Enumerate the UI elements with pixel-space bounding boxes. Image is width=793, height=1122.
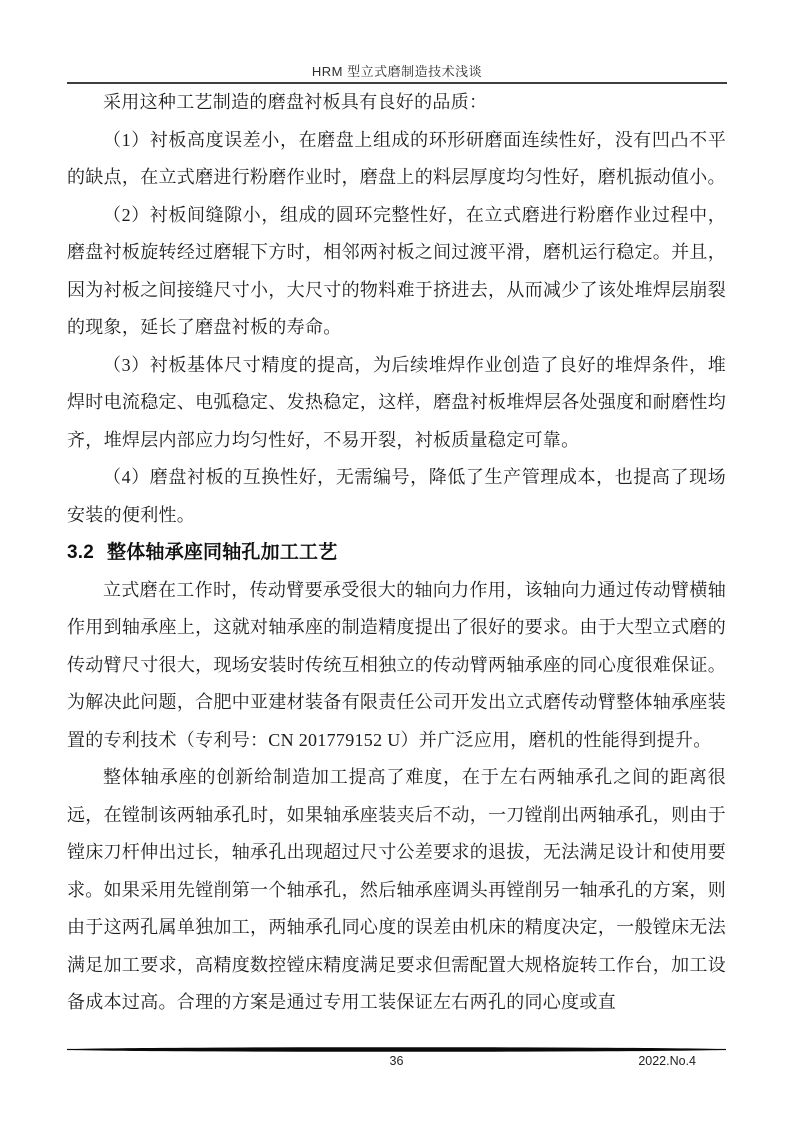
issue-number: 2022.No.4 [638, 1054, 696, 1068]
article-body [67, 84, 726, 1022]
footer-divider [67, 1046, 726, 1053]
list-item-1: （1）衬板高度误差小，在磨盘上组成的环形研磨面连续性好，没有凹凸不平的缺点，在立式磨进行粉磨作业时，磨盘上的料层厚度均匀性好，磨机振动值小。 [67, 129, 726, 187]
running-header-title: HRM 型立式磨制造技术浅谈 [311, 64, 483, 79]
page-number: 36 [389, 1054, 404, 1068]
paragraph-2: 整体轴承座的创新给制造加工提高了难度，在于左右两轴承孔之间的距离很远，在镗制该两轴承孔时，如果轴承座装夹后不动，一刀镗削出两轴承孔，则由于镗床刀杆伸出过长，轴承孔出现超过尺寸公差要求的退拔，无法满足设计和使用要求。如果采用先镗削第一个轴承孔，然后轴承座调头再镗削另一轴承孔的方案，则由于这两孔属单独加工，两轴承孔同心度的误差由机床的精度决定，一般镗床无法满足加工要求，高精度数控镗床精度满足要求但需配置大规格旋转工作台，加工设备成本过高。合理的方案是通过专用工装保证左右两孔的同心度或直 [67, 767, 726, 1012]
list-item-4: （4）磨盘衬板的互换性好，无需编号，降低了生产管理成本，也提高了现场安装的便利性。 [67, 467, 726, 525]
page-footer [67, 1054, 726, 1072]
paragraph-intro: 采用这种工艺制造的磨盘衬板具有良好的品质： [103, 92, 488, 112]
list-item-2: （2）衬板间缝隙小，组成的圆环完整性好，在立式磨进行粉磨作业过程中，磨盘衬板旋转经过磨辊下方时，相邻两衬板之间过渡平滑，磨机运行稳定。并且，因为衬板之间接缝尺寸小，大尺寸的物料难于挤进去，从而减少了该处堆焊层崩裂的现象，延长了磨盘衬板的寿命。 [67, 204, 726, 337]
paragraph-1: 立式磨在工作时，传动臂要承受很大的轴向力作用，该轴向力通过传动臂横轴作用到轴承座上，这就对轴承座的制造精度提出了很好的要求。由于大型立式磨的传动臂尺寸很大，现场安装时传统互相独立的传动臂两轴承座的同心度很难保证。为解决此问题，合肥中亚建材装备有限责任公司开发出立式磨传动臂整体轴承座装置的专利技术（专利号：CN 201779152 U）并广泛应用，磨机的性能得到提升。 [67, 579, 726, 750]
section-number: 3.2 [67, 542, 95, 563]
section-heading [67, 534, 726, 572]
section-title: 整体轴承座同轴孔加工工艺 [107, 542, 338, 563]
list-item-3: （3）衬板基体尺寸精度的提高，为后续堆焊作业创造了良好的堆焊条件，堆焊时电流稳定、电弧稳定、发热稳定，这样，磨盘衬板堆焊层各处强度和耐磨性均齐，堆焊层内部应力均匀性好，不易开裂，衬板质量稳定可靠。 [67, 354, 726, 450]
